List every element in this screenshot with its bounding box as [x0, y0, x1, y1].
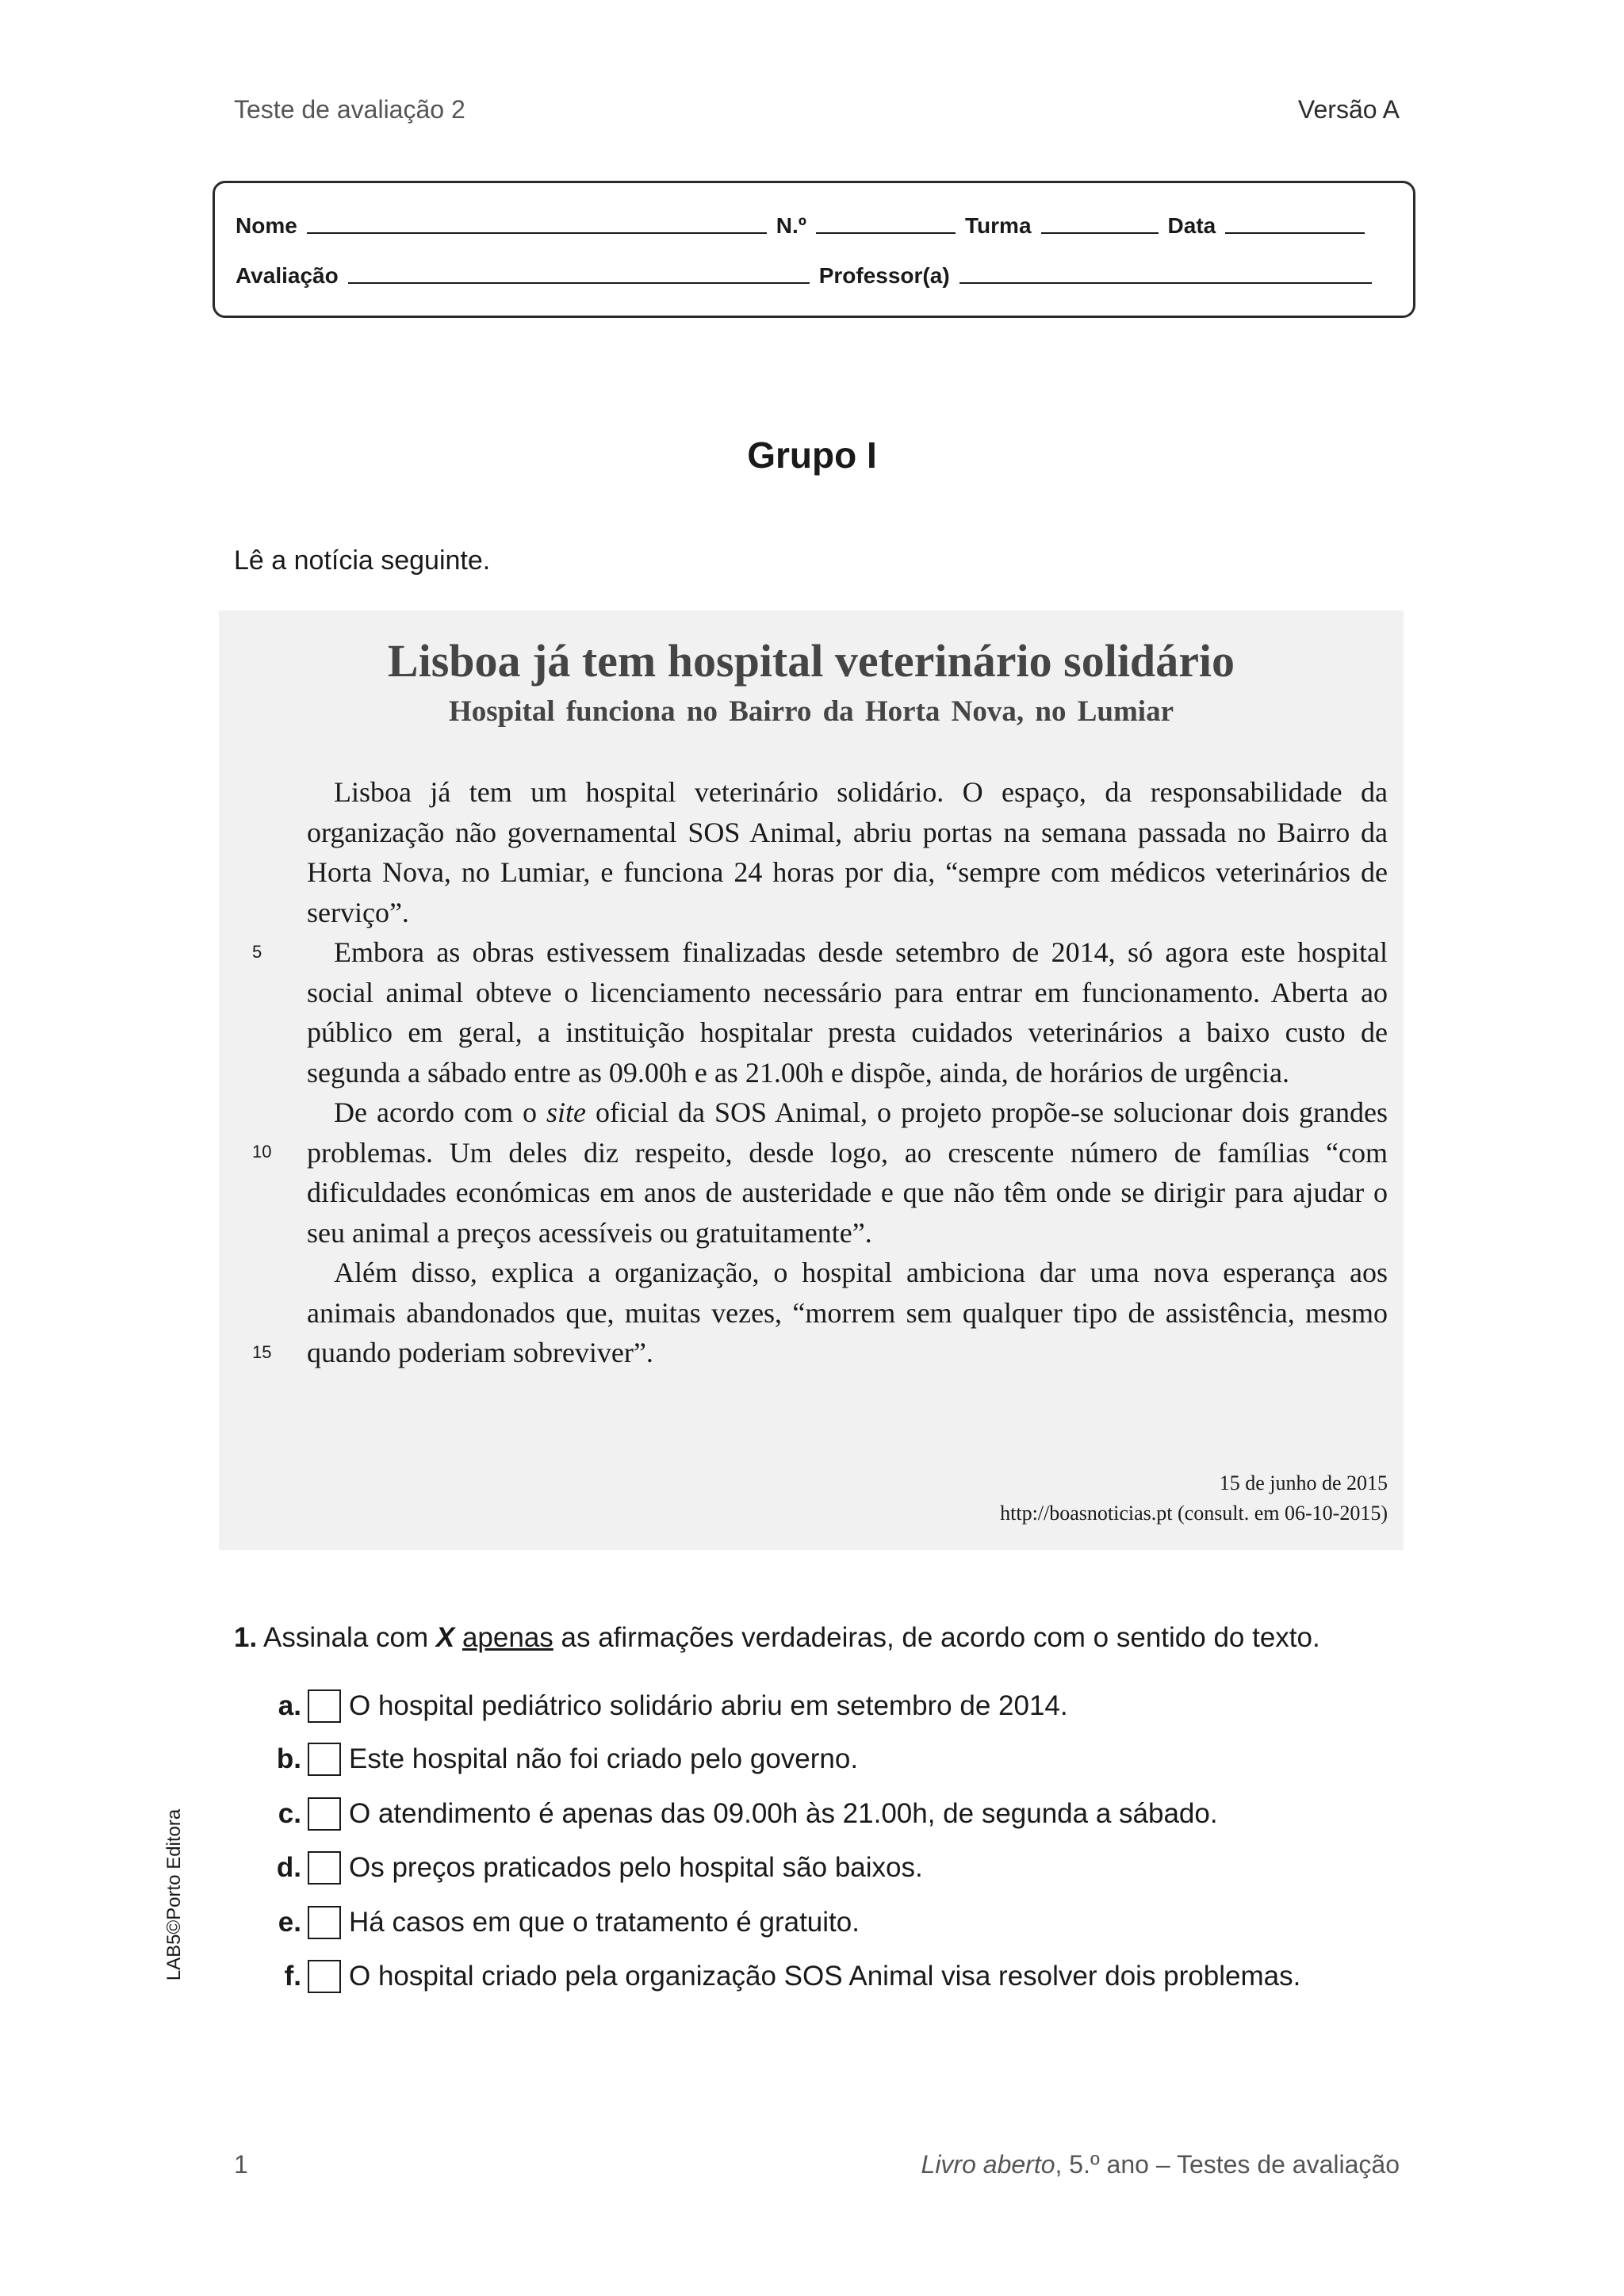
evaluation-label: Avaliação [236, 263, 339, 288]
teacher-field[interactable] [959, 282, 1372, 284]
instruction: Lê a notícia seguinte. [234, 545, 491, 576]
option-letter: a. [278, 1690, 301, 1721]
checkbox-e[interactable] [308, 1906, 341, 1939]
version-label: Versão A [1297, 95, 1400, 124]
line-number-5: 5 [252, 942, 262, 962]
checkbox-d[interactable] [308, 1851, 341, 1885]
option-text: O hospital criado pela organização SOS Animal visa resolver dois problemas. [349, 1961, 1301, 1992]
article-paragraph-3 [307, 1093, 1388, 1253]
name-field[interactable] [307, 232, 767, 234]
section-title: Grupo I [747, 434, 877, 476]
question-text-end: as afirmações verdadeiras, de acordo com o sentido do texto. [553, 1622, 1320, 1653]
option-e [270, 1905, 860, 1940]
option-text: Há casos em que o tratamento é gratuito. [349, 1907, 860, 1938]
page-number: 1 [234, 2150, 248, 2179]
x-mark: X [435, 1622, 455, 1653]
class-field[interactable] [1041, 232, 1159, 234]
option-text: Este hospital não foi criado pelo governo. [349, 1743, 859, 1774]
side-mark-text: LAB5©Porto Editora [163, 1808, 185, 1981]
site-word: site [546, 1096, 586, 1128]
article-body [307, 772, 1388, 1373]
paragraph-3-start: De acordo com o [334, 1096, 546, 1128]
question-number: 1. [234, 1622, 258, 1653]
option-letter: c. [278, 1798, 301, 1829]
underlined-word: apenas [462, 1622, 553, 1653]
article-date: 15 de junho de 2015 [1219, 1471, 1388, 1494]
line-number-10: 10 [252, 1142, 272, 1161]
date-field[interactable] [1225, 232, 1365, 234]
option-letter: e. [278, 1907, 301, 1938]
option-letter: b. [276, 1743, 301, 1774]
info-row-1 [236, 207, 1365, 239]
question-1 [234, 1622, 1320, 1654]
option-f [270, 1959, 1300, 1994]
option-c [270, 1797, 1218, 1831]
article-paragraph-2: Embora as obras estivessem finalizadas desde setembro de 2014, só agora este hospital social animal obteve o licenciamento necessário para entrar em funcionamento. Aberta ao público em geral, a instituição hospitalar presta cuidados veterinários a baixo custo de segunda a sábado entre as 09.00h e as 21.00h e dispõe, ainda, de horários de urgência. [307, 936, 1388, 1089]
question-text-start: Assinala com [263, 1622, 436, 1653]
option-b [270, 1742, 858, 1777]
news-article [219, 610, 1404, 1550]
book-subtitle: , 5.º ano – Testes de avaliação [1055, 2150, 1400, 2179]
teacher-label: Professor(a) [818, 263, 950, 288]
article-subtitle: Hospital funciona no Bairro da Horta Nova, no Lumiar [448, 695, 1174, 728]
article-source: http://boasnoticias.pt (consult. em 06-10-2015) [1000, 1502, 1388, 1525]
test-title: Teste de avaliação 2 [234, 95, 465, 124]
option-letter: d. [276, 1852, 301, 1883]
info-row-2 [236, 257, 1372, 289]
article-paragraph-1: Lisboa já tem um hospital veterinário solidário. O espaço, da responsabilidade da organização não governamental SOS Animal, abriu portas na semana passada no Bairro da Horta Nova, no Lumiar, e funciona 24 horas por dia, “sempre com médicos veterinários de serviço”. [307, 776, 1388, 928]
book-title: Livro aberto [921, 2150, 1055, 2179]
publisher-side-mark [159, 1792, 190, 1998]
option-text: Os preços praticados pelo hospital são baixos. [349, 1852, 923, 1883]
number-label: N.º [776, 213, 807, 238]
article-paragraph-4: Além disso, explica a organização, o hospital ambiciona dar uma nova esperança aos animais abandonados que, muitas vezes, “morrem sem qualquer tipo de assistência, mesmo quando poderiam sobreviver”. [307, 1257, 1388, 1368]
article-title: Lisboa já tem hospital veterinário solidário [387, 635, 1235, 687]
option-text: O hospital pediátrico solidário abriu em setembro de 2014. [349, 1690, 1068, 1721]
student-info-box [213, 181, 1415, 318]
checkbox-a[interactable] [308, 1689, 341, 1723]
number-field[interactable] [816, 232, 956, 234]
footer-book [921, 2150, 1400, 2179]
paragraph-3-end: oficial da SOS Animal, o projeto propõe-se solucionar dois grandes problemas. Um deles diz respeito, desde logo, ao crescente número de famílias “com dificuldades económicas em anos de austeridade e que não têm onde se dirigir para ajudar o seu animal a preços acessíveis ou gratuitamente”. [307, 1096, 1388, 1249]
question-text-gap [454, 1622, 462, 1653]
checkbox-f[interactable] [308, 1960, 341, 1993]
checkbox-c[interactable] [308, 1797, 341, 1831]
checkbox-b[interactable] [308, 1743, 341, 1776]
option-a [270, 1689, 1068, 1724]
evaluation-field[interactable] [348, 282, 810, 284]
option-d [270, 1850, 923, 1885]
date-label: Data [1167, 213, 1216, 238]
class-label: Turma [965, 213, 1032, 238]
option-letter: f. [284, 1961, 301, 1992]
line-number-15: 15 [252, 1342, 272, 1362]
name-label: Nome [236, 213, 297, 238]
option-text: O atendimento é apenas das 09.00h às 21.00h, de segunda a sábado. [349, 1798, 1218, 1829]
